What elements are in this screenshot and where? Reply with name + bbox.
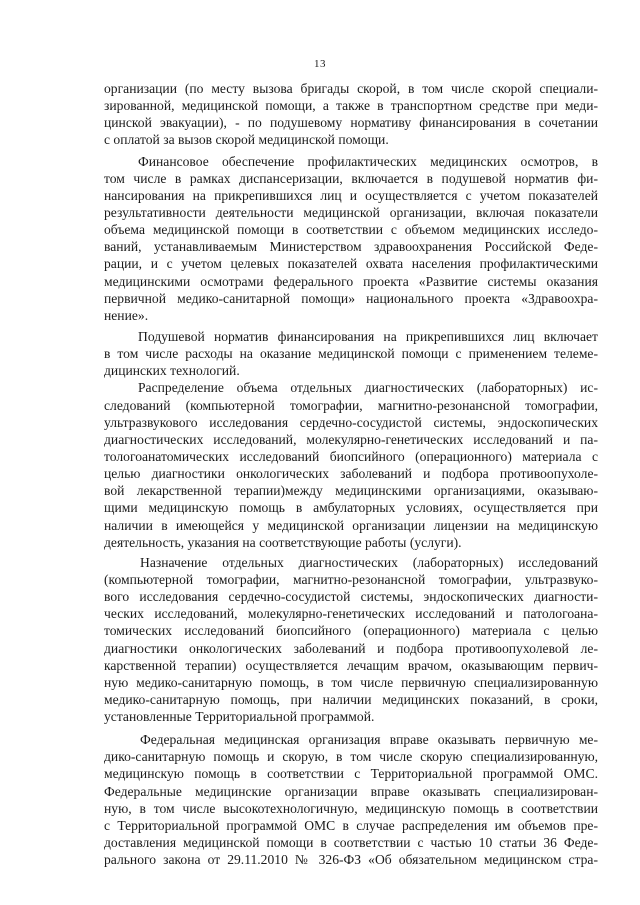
text-line: рального закона от 29.11.2010 № 326-ФЗ «Об обязательном медицинском стра- — [104, 852, 598, 868]
text-line: деятельность, указания на соответствующие работы (услуги). — [104, 534, 462, 550]
text-line: Федеральные медицинские организации вправе оказывать специализирован- — [104, 783, 598, 799]
text-line: вой лекарственной терапии)между медицинскими организациями, оказываю- — [104, 483, 598, 499]
page-number: 13 — [314, 58, 326, 70]
paragraph-6 — [104, 731, 598, 868]
text-line: томических исследований биопсийного (операционного) материала с целью — [104, 623, 598, 639]
text-line: щими медицинскую помощь в амбулаторных условиях, осуществляется при — [104, 500, 598, 516]
text-line: установленные Территориальной программой. — [104, 709, 375, 725]
text-line: целью диагностики онкологических заболеваний и подбора противоопухоле- — [104, 466, 598, 482]
text-line: объема медицинской помощи в соответствии с объемом медицинских исследо- — [104, 222, 598, 238]
document-body — [104, 80, 598, 868]
text-line: том числе в рамках диспансеризации, включается в подушевой норматив фи- — [104, 170, 598, 186]
paragraph-3 — [104, 328, 598, 379]
text-line: результативности деятельности медицинской организации, включая показатели — [104, 204, 598, 220]
text-line: в том числе расходы на оказание медицинской помощи с применением телеме- — [104, 346, 598, 362]
text-line: нансирования на прикрепившихся лиц и осуществляется с учетом показателей — [104, 187, 598, 203]
text-line: ную медико-санитарную помощь, в том числе первичную специализированную — [104, 674, 598, 690]
text-line: диагностики онкологических заболеваний и подбора противоопухолевой ле- — [104, 640, 598, 656]
text-line: ваний, устанавливаемым Министерством здравоохранения Российской Феде- — [104, 239, 598, 255]
text-line: Назначение отдельных диагностических (лабораторных) исследований — [140, 554, 598, 570]
text-line: дико-санитарную помощь и скорую, в том числе скорую специализированную, — [104, 749, 598, 765]
text-line: организации (по месту вызова бригады скорой, в том числе скорой специали- — [104, 81, 598, 96]
text-line: медико-санитарную помощь, при наличии медицинских показаний, в сроки, — [104, 691, 598, 707]
paragraph-4 — [104, 379, 598, 550]
text-line: нение». — [104, 307, 149, 323]
paragraph-1 — [104, 80, 598, 149]
text-line: следований (компьютерной томографии, магнитно-резонансной томографии, — [104, 397, 598, 413]
text-line: карственной терапии) осуществляется лечащим врачом, оказывающим первич- — [104, 657, 598, 673]
text-line: Подушевой норматив финансирования на прикрепившихся лиц включает — [138, 328, 598, 344]
text-line: с оплатой за вызов скорой медицинской помощи. — [104, 132, 389, 148]
text-line: первичной медико-санитарной помощи» национального проекта «Здравоохра- — [104, 290, 598, 306]
text-line: рации, и с учетом целевых показателей охвата населения профилактическими — [104, 256, 598, 272]
text-line: наличии в имеющейся у медицинской организации лицензии на медицинскую — [104, 517, 598, 533]
text-line: (компьютерной томографии, магнитно-резонансной томографии, ультразвуко- — [104, 571, 598, 587]
text-line: Распределение объема отдельных диагностических (лабораторных) ис- — [138, 380, 598, 396]
text-line: Федеральная медицинская организация вправе оказывать первичную ме- — [140, 732, 598, 748]
text-line: ультразвукового исследования сердечно-сосудистой системы, эндоскопических — [104, 414, 598, 430]
text-line: медицинскую помощь в соответствии с Территориальной программой ОМС. — [104, 766, 598, 782]
text-line: цинской эвакуации), - по подушевому нормативу финансирования в сочетании — [104, 115, 598, 131]
text-line: ческих исследований, молекулярно-генетических исследований и патологоана- — [104, 606, 598, 622]
text-line: тологоанатомических исследований биопсийного (операционного) материала с — [104, 448, 598, 464]
paragraph-2 — [104, 153, 598, 324]
text-line: дицинских технологий. — [104, 363, 240, 379]
text-line: ную, в том числе высокотехнологичную, медицинскую помощь в соответствии — [104, 800, 598, 816]
paragraph-5 — [104, 554, 598, 725]
text-line: с Территориальной программой ОМС в случае распределения им объемов пре- — [104, 817, 598, 833]
text-line: зированной, медицинской помощи, а также в транспортном средстве при меди- — [104, 98, 598, 114]
text-line: Финансовое обеспечение профилактических медицинских осмотров, в — [138, 153, 598, 169]
text-line: вого исследования сердечно-сосудистой системы, эндоскопических диагности- — [104, 589, 598, 605]
text-line: доставления медицинской помощи в соответствии с частью 10 статьи 36 Феде- — [104, 835, 598, 851]
text-line: диагностических исследований, молекулярно-генетических исследований и па- — [104, 431, 598, 447]
text-line: медицинскими осмотрами федерального проекта «Развитие системы оказания — [104, 273, 598, 289]
